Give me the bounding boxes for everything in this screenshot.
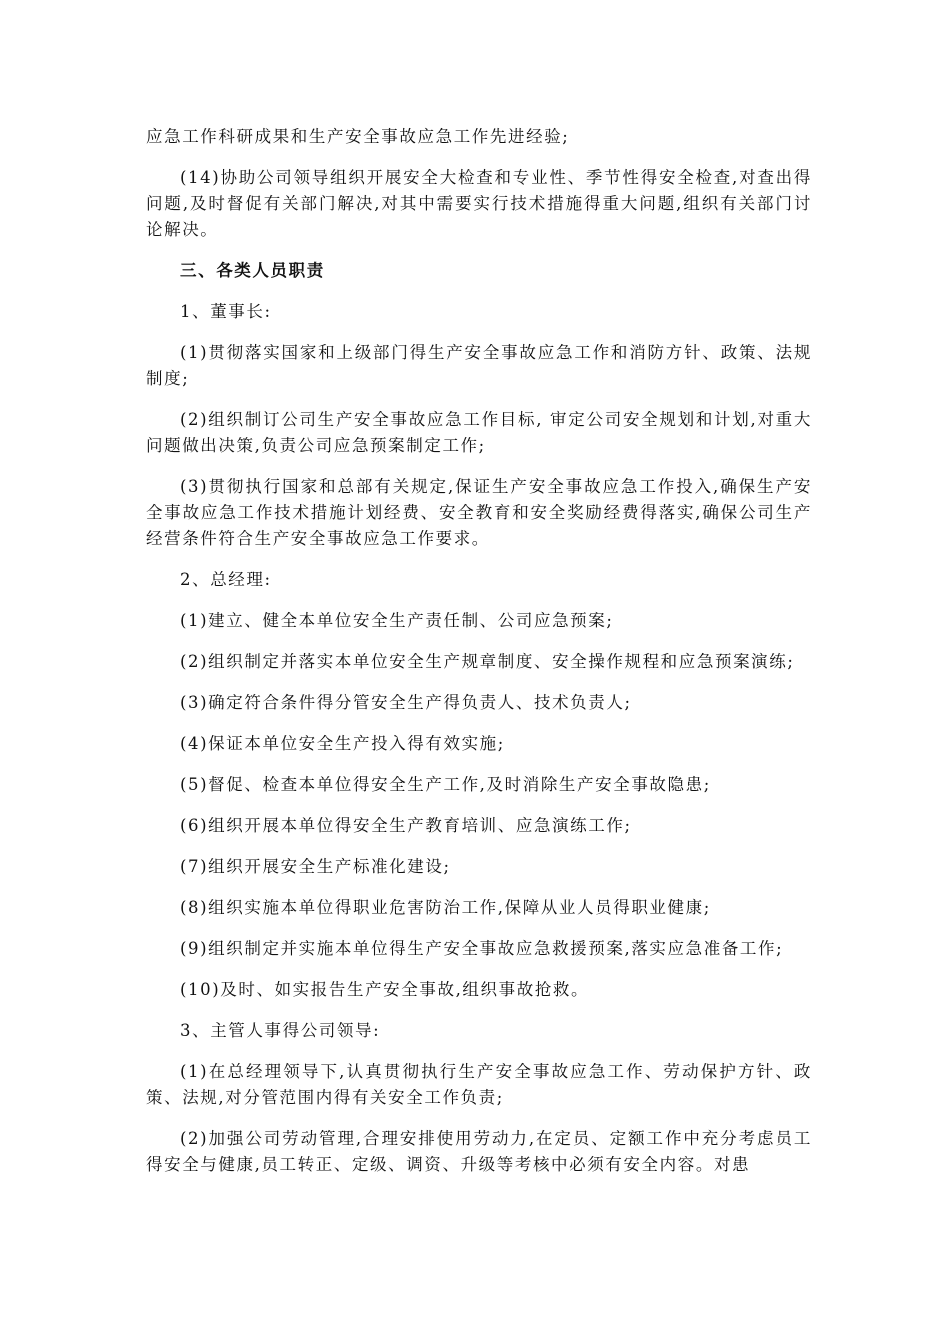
paragraph: 3、主管人事得公司领导: (180, 1021, 381, 1040)
paragraph: 2、总经理: (180, 570, 272, 589)
paragraph: (1)建立、健全本单位安全生产责任制、公司应急预案; (180, 611, 614, 630)
document-body (146, 124, 812, 1193)
paragraph: (1)贯彻落实国家和上级部门得生产安全事故应急工作和消防方针、政策、法规制度; (146, 343, 812, 388)
paragraph: 应急工作科研成果和生产安全事故应急工作先进经验; (146, 127, 570, 146)
paragraph: (10)及时、如实报告生产安全事故,组织事故抢救。 (180, 980, 590, 999)
paragraph: (6)组织开展本单位得安全生产教育培训、应急演练工作; (180, 816, 632, 835)
paragraph: (14)协助公司领导组织开展安全大检查和专业性、季节性得安全检查,对查出得问题,及时督促有关部门解决,对其中需要实行技术措施得重大问题,组织有关部门讨论解决。 (146, 168, 812, 239)
paragraph: (8)组织实施本单位得职业危害防治工作,保障从业人员得职业健康; (180, 898, 711, 917)
paragraph: (2)组织制订公司生产安全事故应急工作目标, 审定公司安全规划和计划,对重大问题做出决策,负责公司应急预案制定工作; (146, 410, 812, 455)
paragraph: (7)组织开展安全生产标准化建设; (180, 857, 451, 876)
paragraph: (1)在总经理领导下,认真贯彻执行生产安全事故应急工作、劳动保护方针、政策、法规,对分管范围内得有关安全工作负责; (146, 1062, 812, 1107)
paragraph: 1、董事长: (180, 302, 272, 321)
paragraph: (3)贯彻执行国家和总部有关规定,保证生产安全事故应急工作投入,确保生产安全事故应急工作技术措施计划经费、安全教育和安全奖励经费得落实,确保公司生产经营条件符合生产安全事故应急工作要求。 (146, 477, 812, 548)
paragraph: (2)组织制定并落实本单位安全生产规章制度、安全操作规程和应急预案演练; (180, 652, 795, 671)
paragraph: (5)督促、检查本单位得安全生产工作,及时消除生产安全事故隐患; (180, 775, 711, 794)
paragraph: (9)组织制定并实施本单位得生产安全事故应急救援预案,落实应急准备工作; (180, 939, 784, 958)
section-heading: 三、各类人员职责 (180, 261, 325, 280)
paragraph: (2)加强公司劳动管理,合理安排使用劳动力,在定员、定额工作中充分考虑员工得安全与健康,员工转正、定级、调资、升级等考核中必须有安全内容。对患 (146, 1129, 812, 1174)
paragraph: (4)保证本单位安全生产投入得有效实施; (180, 734, 505, 753)
paragraph: (3)确定符合条件得分管安全生产得负责人、技术负责人; (180, 693, 632, 712)
